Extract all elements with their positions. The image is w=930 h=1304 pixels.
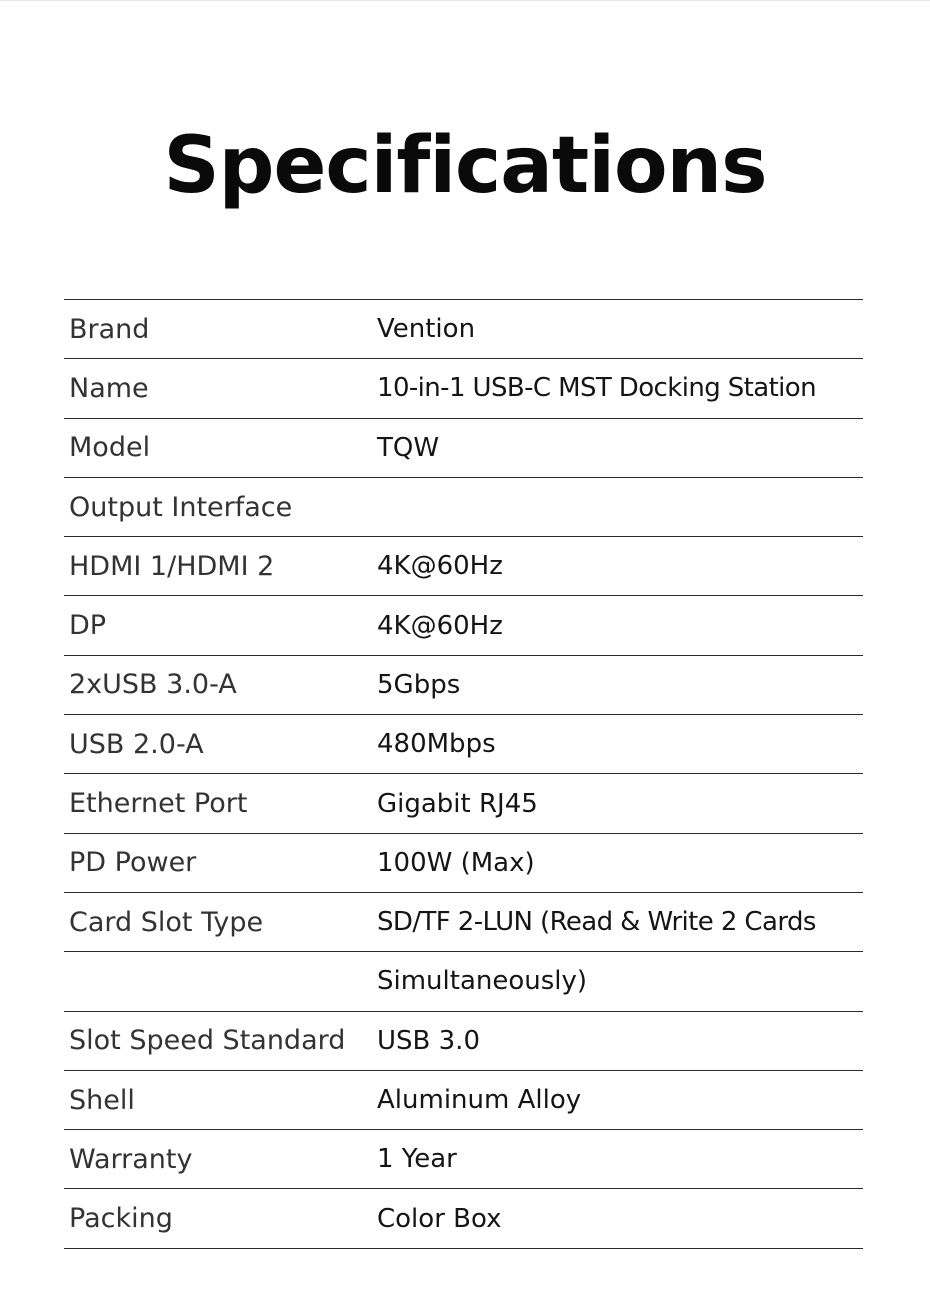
spec-row-model	[64, 419, 863, 478]
spec-row-slot-speed	[64, 1012, 863, 1071]
spec-label: Shell	[69, 1084, 135, 1116]
spec-row-packing	[64, 1189, 863, 1248]
spec-value: 100W (Max)	[377, 847, 535, 878]
spec-label: Output Interface	[69, 491, 293, 523]
spec-row-output-interface	[64, 478, 863, 537]
spec-label: Model	[69, 432, 151, 464]
spec-label: Warranty	[69, 1143, 193, 1175]
spec-label: USB 2.0-A	[69, 728, 204, 760]
spec-value: Simultaneously)	[377, 966, 588, 997]
spec-value: 5Gbps	[377, 669, 461, 700]
spec-row-ethernet	[64, 774, 863, 833]
spec-label: PD Power	[69, 847, 197, 879]
spec-value: SD/TF 2-LUN (Read & Write 2 Cards	[377, 907, 816, 938]
spec-row-brand	[64, 300, 863, 359]
spec-row-warranty	[64, 1130, 863, 1189]
spec-value: USB 3.0	[377, 1025, 480, 1056]
spec-label: Packing	[69, 1203, 173, 1235]
spec-label: Name	[69, 372, 149, 404]
spec-table	[64, 299, 863, 1249]
spec-label: Ethernet Port	[69, 788, 248, 820]
spec-row-card-slot	[64, 893, 863, 952]
spec-label: DP	[69, 610, 107, 642]
spec-row-pd-power	[64, 834, 863, 893]
spec-row-name	[64, 359, 863, 418]
spec-value: Gigabit RJ45	[377, 788, 538, 819]
spec-value: Color Box	[377, 1203, 502, 1234]
spec-value: 10-in-1 USB-C MST Docking Station	[377, 373, 816, 404]
spec-row-dp	[64, 596, 863, 655]
top-divider	[0, 0, 930, 1]
spec-row-card-slot-continued	[64, 952, 863, 1011]
spec-value: 4K@60Hz	[377, 610, 503, 641]
spec-label: Card Slot Type	[69, 906, 264, 938]
spec-value: 4K@60Hz	[377, 551, 503, 582]
spec-label: 2xUSB 3.0-A	[69, 669, 237, 701]
spec-row-hdmi	[64, 537, 863, 596]
spec-row-usb3	[64, 656, 863, 715]
spec-row-shell	[64, 1071, 863, 1130]
page-title: Specifications	[163, 121, 767, 211]
spec-label: HDMI 1/HDMI 2	[69, 550, 275, 582]
spec-value: 1 Year	[377, 1144, 457, 1175]
spec-value: 480Mbps	[377, 729, 496, 760]
spec-value: Vention	[377, 314, 476, 345]
spec-row-usb2	[64, 715, 863, 774]
spec-label: Brand	[69, 313, 150, 345]
spec-label: Slot Speed Standard	[69, 1025, 346, 1057]
spec-value: Aluminum Alloy	[377, 1085, 582, 1115]
spec-value: TQW	[377, 432, 440, 463]
